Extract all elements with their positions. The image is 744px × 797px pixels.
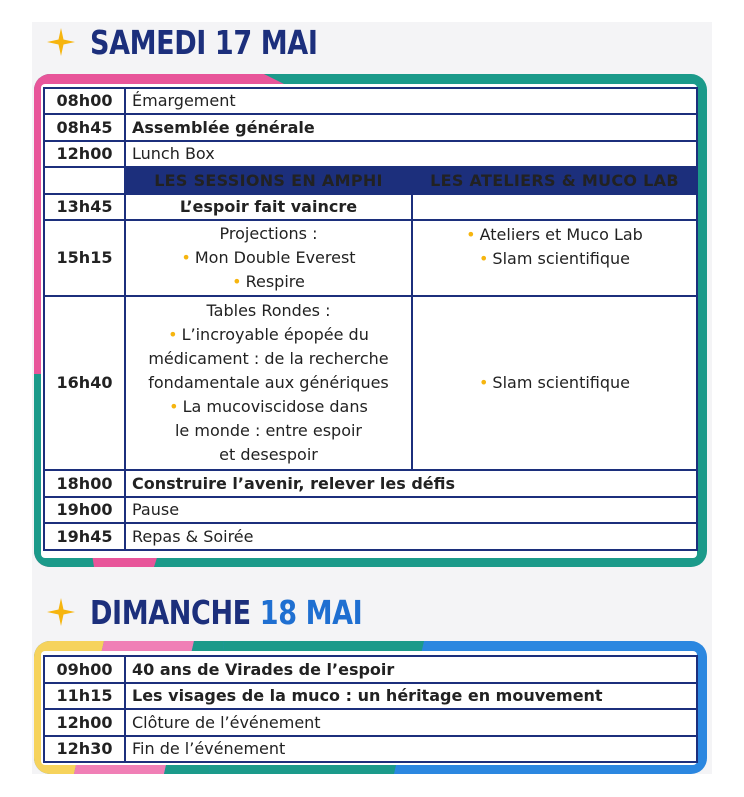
ateliers-cell bbox=[412, 194, 697, 220]
amphi-column-header: LES SESSIONS EN AMPHI bbox=[125, 167, 412, 194]
time-cell: 12h30 bbox=[44, 736, 125, 762]
table-row bbox=[44, 88, 697, 114]
list-item bbox=[132, 323, 405, 347]
event-cell: Fin de l’événement bbox=[125, 736, 697, 762]
projections-title: Projections : bbox=[219, 224, 318, 243]
list-item bbox=[132, 395, 405, 419]
saturday-heading bbox=[46, 22, 367, 62]
ateliers-cell bbox=[412, 220, 697, 296]
table-row bbox=[44, 470, 697, 497]
table-row bbox=[44, 497, 697, 523]
time-cell: 08h00 bbox=[44, 88, 125, 114]
time-cell: 09h00 bbox=[44, 656, 125, 683]
item-text: Respire bbox=[245, 272, 305, 291]
sparkle-icon bbox=[46, 597, 76, 627]
time-cell: 13h45 bbox=[44, 194, 125, 220]
time-cell: 19h00 bbox=[44, 497, 125, 523]
empty-cell bbox=[44, 167, 125, 194]
time-cell: 16h40 bbox=[44, 296, 125, 470]
event-cell: Les visages de la muco : un héritage en mouvement bbox=[125, 683, 697, 709]
bullet-icon: • bbox=[169, 397, 179, 416]
amphi-cell bbox=[125, 296, 412, 470]
item-text: La mucoviscidose dans bbox=[182, 397, 368, 416]
sunday-day: DIMANCHE bbox=[90, 592, 251, 632]
item-text: L’incroyable épopée du bbox=[181, 325, 369, 344]
event-cell: Émargement bbox=[125, 88, 697, 114]
bullet-icon: • bbox=[478, 249, 489, 268]
event-cell: 40 ans de Virades de l’espoir bbox=[125, 656, 697, 683]
table-row bbox=[44, 114, 697, 141]
sunday-title bbox=[90, 593, 362, 632]
table-row bbox=[44, 709, 697, 736]
sunday-schedule-table bbox=[43, 655, 698, 763]
table-row bbox=[44, 683, 697, 709]
time-cell: 18h00 bbox=[44, 470, 125, 497]
bullet-icon: • bbox=[181, 248, 191, 267]
time-cell: 12h00 bbox=[44, 709, 125, 736]
table-row bbox=[44, 736, 697, 762]
bullet-icon: • bbox=[168, 325, 178, 344]
saturday-title: SAMEDI 17 MAI bbox=[90, 22, 318, 62]
item-text: le monde : entre espoir bbox=[174, 421, 362, 440]
time-cell: 08h45 bbox=[44, 114, 125, 141]
event-cell: Construire l’avenir, relever les défis bbox=[125, 470, 697, 497]
time-cell: 15h15 bbox=[44, 220, 125, 296]
item-text: médicament : de la recherche bbox=[148, 349, 389, 368]
time-cell: 19h45 bbox=[44, 523, 125, 550]
event-cell: Lunch Box bbox=[125, 141, 697, 167]
table-row bbox=[44, 141, 697, 167]
list-item bbox=[419, 223, 690, 247]
time-cell: 12h00 bbox=[44, 141, 125, 167]
table-row bbox=[44, 296, 697, 470]
sunday-heading bbox=[46, 592, 422, 632]
table-row bbox=[44, 220, 697, 296]
item-text: Ateliers et Muco Lab bbox=[479, 225, 643, 244]
ateliers-cell bbox=[412, 296, 697, 470]
list-item bbox=[132, 270, 405, 294]
item-text: fondamentale aux génériques bbox=[148, 373, 389, 392]
table-row bbox=[44, 523, 697, 550]
amphi-cell bbox=[125, 220, 412, 296]
item-text: Slam scientifique bbox=[492, 373, 630, 392]
event-cell: Clôture de l’événement bbox=[125, 709, 697, 736]
item-text: et desespoir bbox=[219, 445, 318, 464]
list-item bbox=[419, 247, 690, 271]
time-cell: 11h15 bbox=[44, 683, 125, 709]
item-text: Slam scientifique bbox=[492, 249, 630, 268]
bullet-icon: • bbox=[466, 225, 476, 244]
tables-rondes-title: Tables Rondes : bbox=[206, 301, 331, 320]
sunday-date: 18 MAI bbox=[259, 592, 363, 632]
amphi-cell: L’espoir fait vaincre bbox=[125, 194, 412, 220]
bullet-icon: • bbox=[478, 373, 489, 392]
list-item bbox=[419, 371, 690, 395]
event-cell: Pause bbox=[125, 497, 697, 523]
item-text: Mon Double Everest bbox=[194, 248, 356, 267]
table-header-row bbox=[44, 167, 697, 194]
event-cell: Repas & Soirée bbox=[125, 523, 697, 550]
ateliers-column-header: LES ATELIERS & MUCO LAB bbox=[412, 167, 697, 194]
table-row bbox=[44, 194, 697, 220]
sparkle-icon bbox=[46, 27, 76, 57]
saturday-schedule-table bbox=[43, 87, 698, 551]
bullet-icon: • bbox=[232, 272, 242, 291]
list-item bbox=[132, 246, 405, 270]
table-row bbox=[44, 656, 697, 683]
event-cell: Assemblée générale bbox=[125, 114, 697, 141]
